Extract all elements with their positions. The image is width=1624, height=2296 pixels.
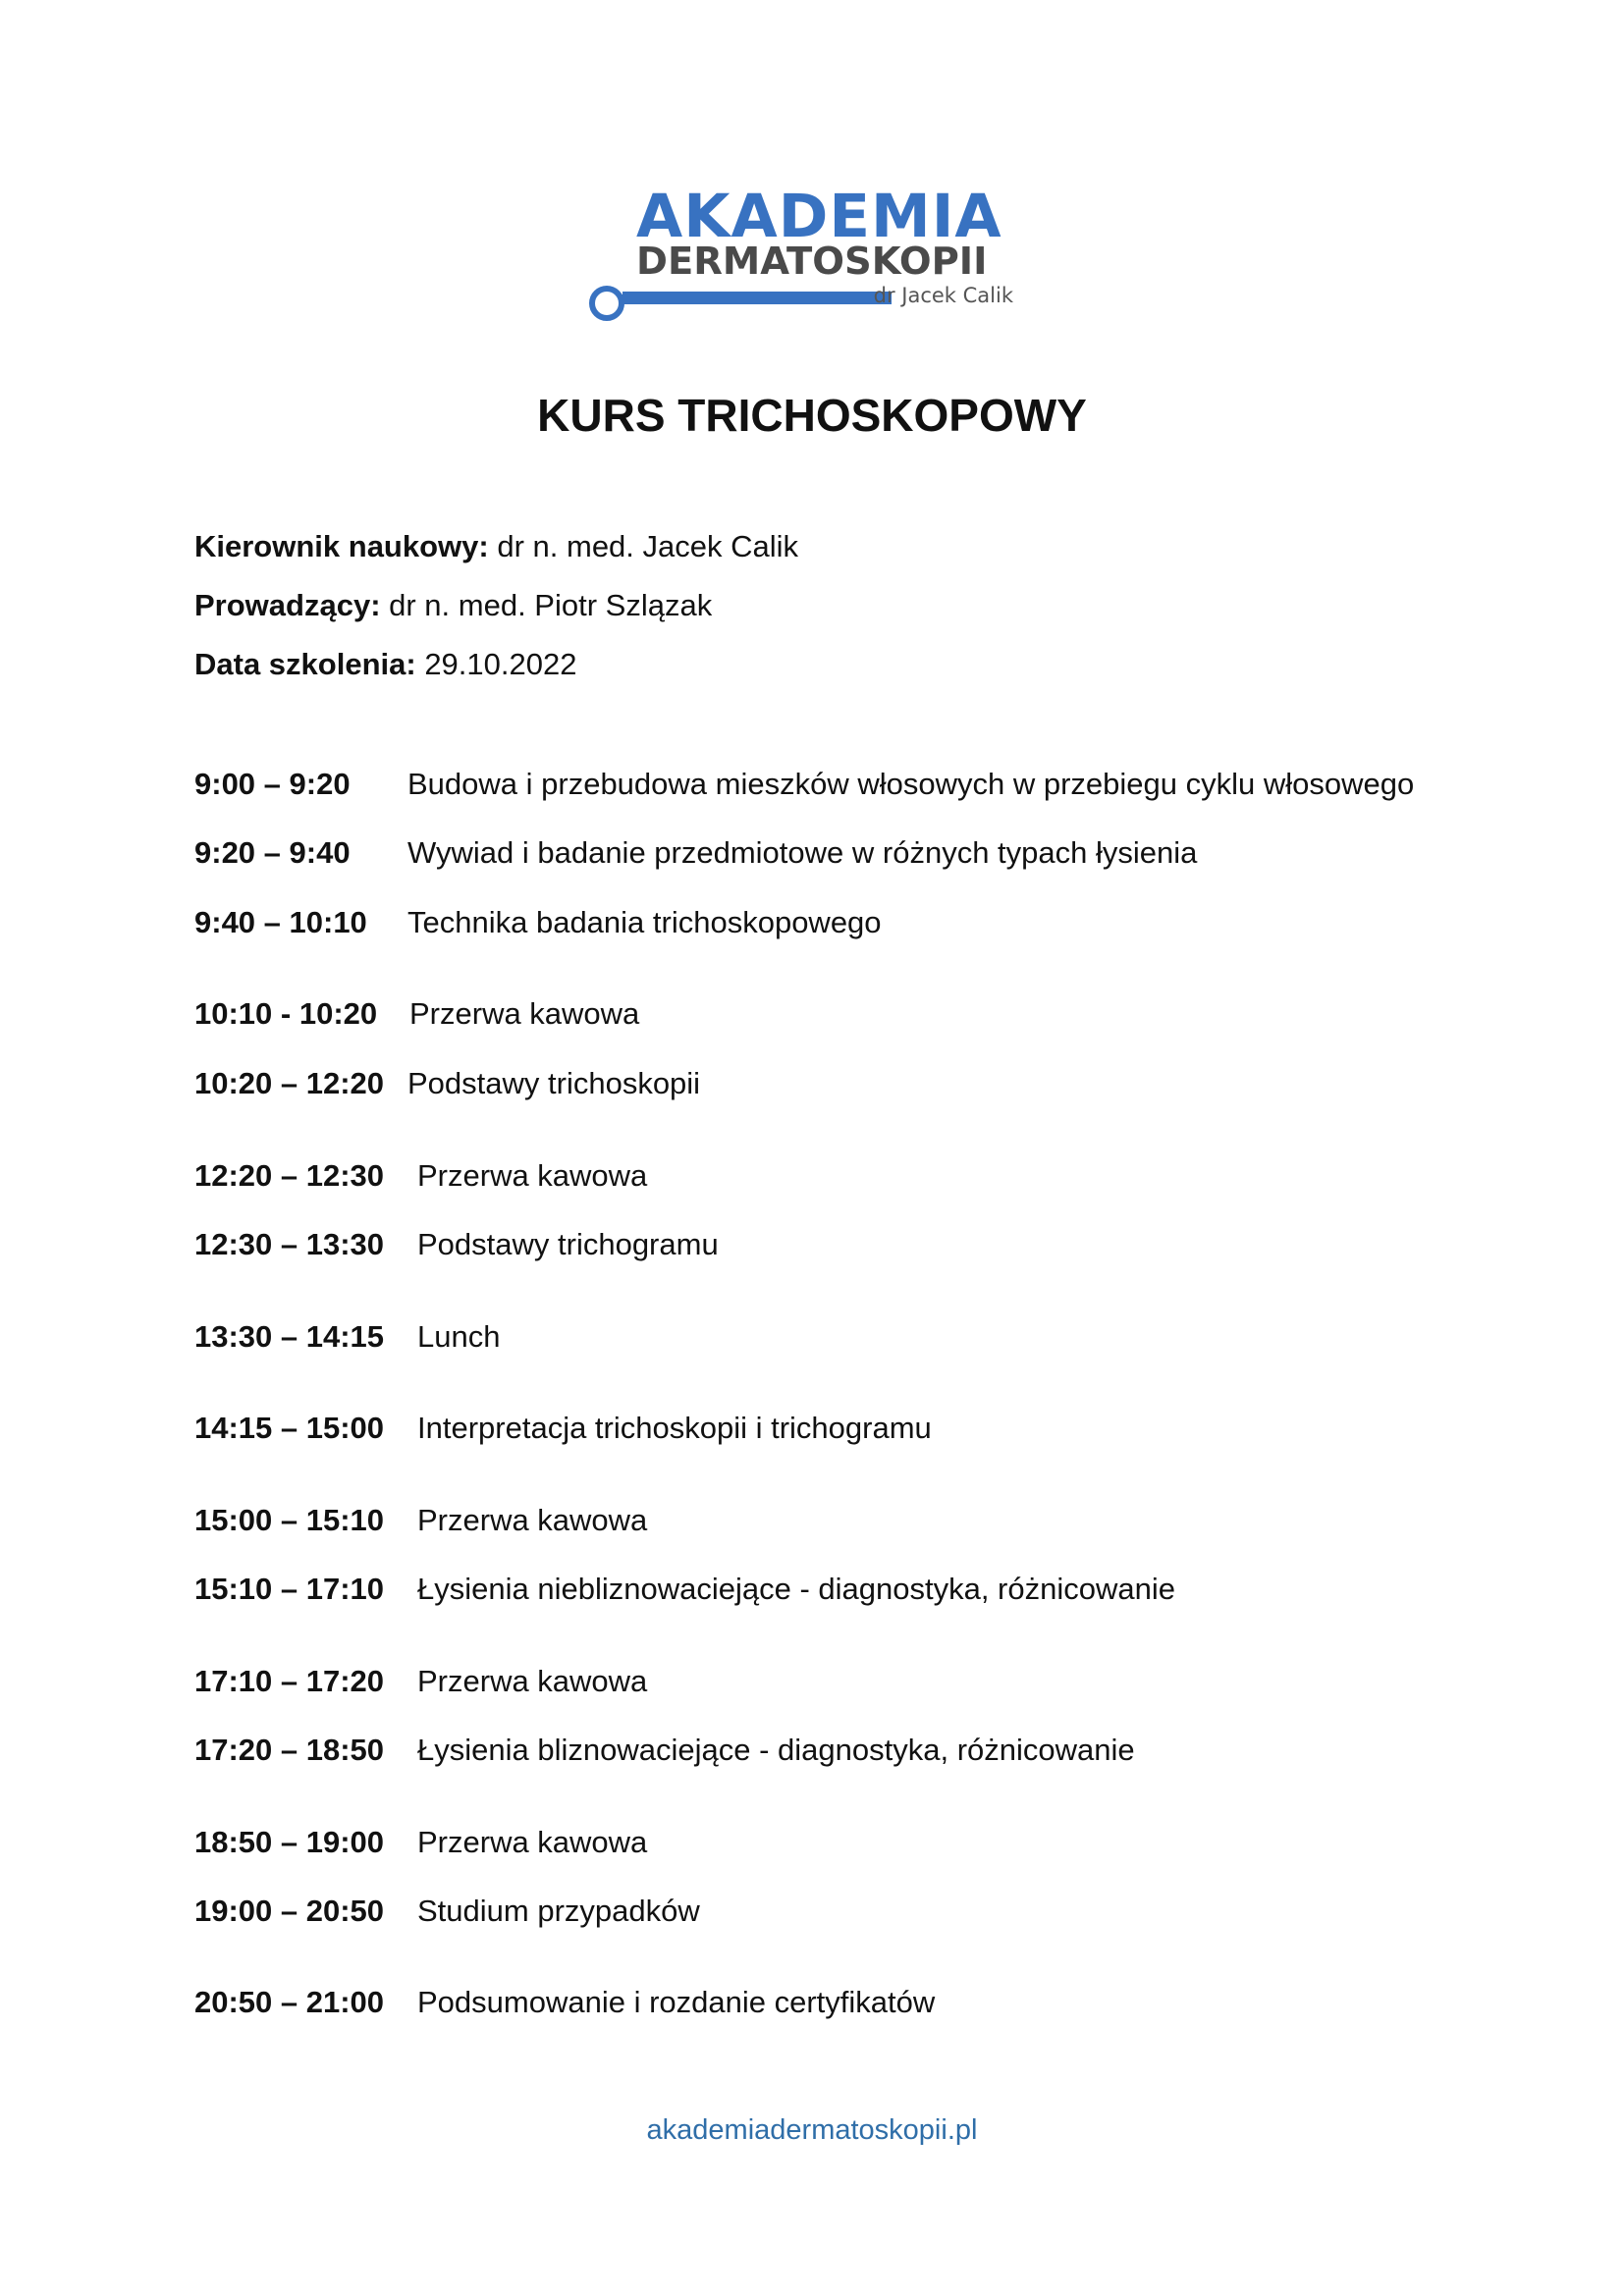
meta-label: Data szkolenia: bbox=[194, 647, 416, 681]
schedule-title: Podsumowanie i rozdanie certyfikatów bbox=[417, 1985, 936, 2019]
meta-instructor bbox=[194, 590, 712, 620]
schedule-title: Przerwa kawowa bbox=[417, 1825, 648, 1859]
schedule-title: Podstawy trichoskopii bbox=[407, 1066, 701, 1100]
schedule-title: Przerwa kawowa bbox=[417, 1503, 648, 1537]
schedule-time: 18:50 – 19:00 bbox=[194, 1825, 385, 1859]
schedule-time: 14:15 – 15:00 bbox=[194, 1411, 385, 1445]
page-title: KURS TRICHOSKOPOWY bbox=[537, 390, 1087, 441]
schedule-time: 15:00 – 15:10 bbox=[194, 1503, 385, 1537]
schedule-title: Łysienia bliznowaciejące - diagnostyka, różnicowanie bbox=[417, 1733, 1135, 1767]
schedule-title: Interpretacja trichoskopii i trichogramu bbox=[417, 1411, 932, 1445]
schedule-title: Lunch bbox=[417, 1319, 501, 1354]
meta-value: 29.10.2022 bbox=[415, 647, 577, 681]
logo-subtitle: dr Jacek Calik bbox=[873, 284, 1013, 307]
schedule-time: 10:10 - 10:20 bbox=[194, 996, 378, 1031]
schedule-time: 19:00 – 20:50 bbox=[194, 1894, 385, 1928]
schedule-time: 17:20 – 18:50 bbox=[194, 1733, 385, 1767]
meta-label: Kierownik naukowy: bbox=[194, 529, 489, 563]
meta-value: dr n. med. Jacek Calik bbox=[488, 529, 799, 563]
logo bbox=[585, 182, 1017, 324]
footer-website-link[interactable]: akademiadermatoskopii.pl bbox=[646, 2114, 978, 2146]
schedule-time: 9:20 – 9:40 bbox=[194, 835, 351, 870]
logo-line-dermatoskopii: DERMATOSKOPII bbox=[636, 240, 988, 284]
dermatoscope-bar-icon bbox=[623, 292, 892, 304]
schedule-title: Podstawy trichogramu bbox=[417, 1227, 719, 1261]
schedule-time: 9:40 – 10:10 bbox=[194, 905, 367, 939]
schedule-title: Przerwa kawowa bbox=[409, 996, 640, 1031]
schedule-time: 17:10 – 17:20 bbox=[194, 1664, 385, 1698]
schedule-title: Łysienia niebliznowaciejące - diagnostyka, różnicowanie bbox=[417, 1572, 1175, 1606]
logo-line-akademia: AKADEMIA bbox=[636, 182, 1002, 251]
meta-scientific-director bbox=[194, 531, 798, 561]
schedule-time: 9:00 – 9:20 bbox=[194, 767, 351, 801]
meta-training-date bbox=[194, 649, 576, 679]
schedule-title: Technika badania trichoskopowego bbox=[407, 905, 882, 939]
schedule-title: Przerwa kawowa bbox=[417, 1158, 648, 1193]
schedule-time: 15:10 – 17:10 bbox=[194, 1572, 385, 1606]
schedule-title: Budowa i przebudowa mieszków włosowych w przebiegu cyklu włosowego bbox=[407, 767, 1415, 801]
schedule-time: 12:20 – 12:30 bbox=[194, 1158, 385, 1193]
schedule-title: Przerwa kawowa bbox=[417, 1664, 648, 1698]
schedule-time: 12:30 – 13:30 bbox=[194, 1227, 385, 1261]
meta-value: dr n. med. Piotr Szlązak bbox=[380, 588, 713, 622]
schedule-time: 10:20 – 12:20 bbox=[194, 1066, 385, 1100]
schedule-time: 20:50 – 21:00 bbox=[194, 1985, 385, 2019]
meta-label: Prowadzący: bbox=[194, 588, 381, 622]
dermatoscope-lens-icon bbox=[589, 286, 624, 321]
schedule-title: Studium przypadków bbox=[417, 1894, 700, 1928]
schedule-title: Wywiad i badanie przedmiotowe w różnych typach łysienia bbox=[407, 835, 1198, 870]
schedule-time: 13:30 – 14:15 bbox=[194, 1319, 385, 1354]
